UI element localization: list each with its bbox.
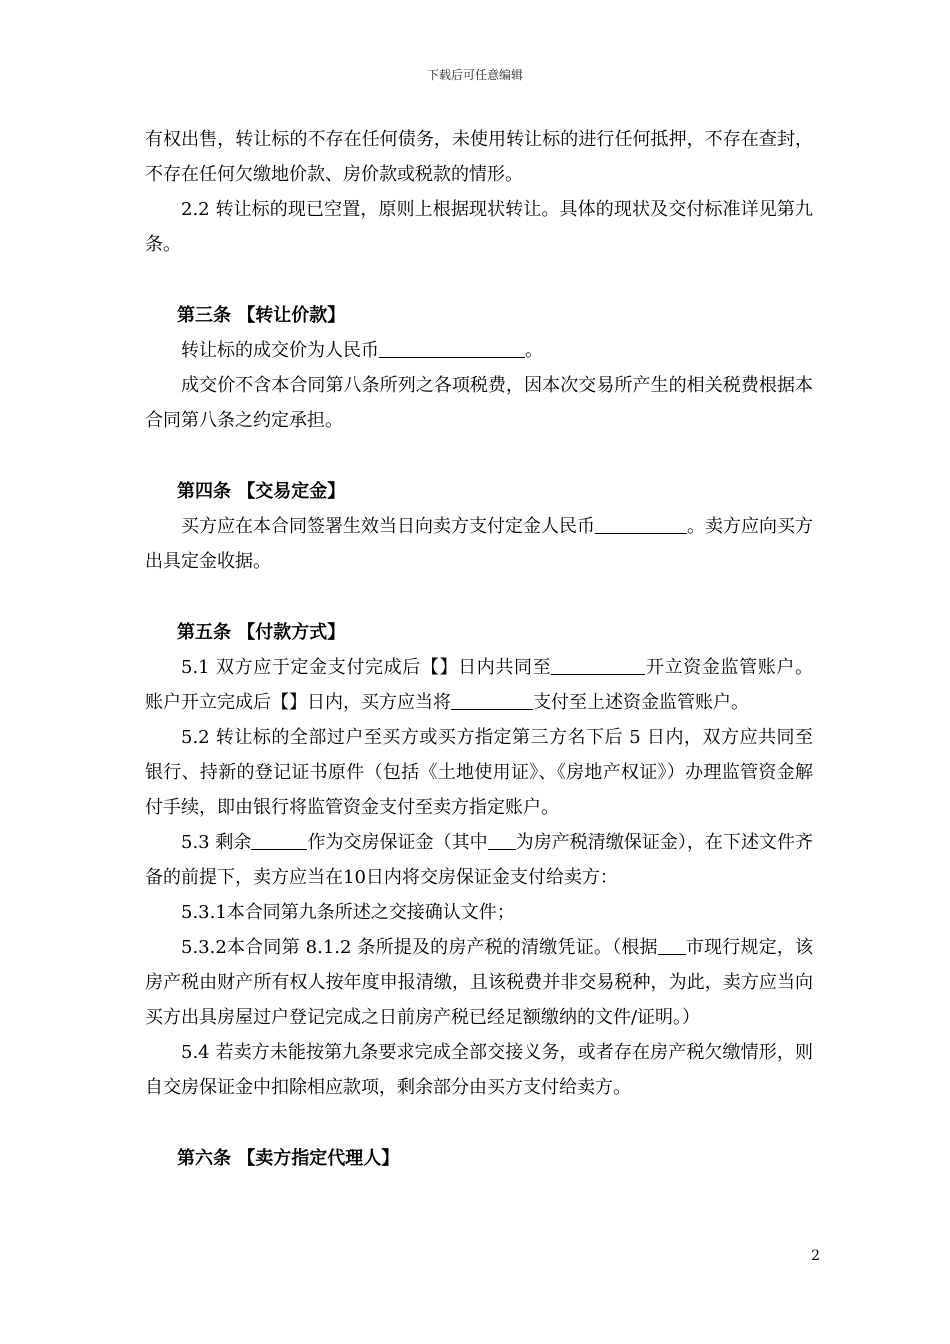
p53-blank-2 (488, 831, 516, 850)
p532-text-a: 5.3.2本合同第 8.1.2 条所提及的房产税的清缴凭证。（根据 (181, 937, 658, 958)
document-body (145, 122, 813, 1176)
paragraph-2-2: 2.2 转让标的现已空置，原则上根据现状转让。具体的现状及交付标准详见第九条。 (145, 199, 813, 255)
paragraph-5-2: 5.2 转让标的全部过户至买方或买方指定第三方名下后 5 日内，双方应共同至银行、持新的登记证书原件（包括《土地使用证》、《房地产权证》）办理监管资金解付手续，即由银行将监管资金支付至卖方指定账户。 (145, 727, 813, 818)
section-heading-4: 第四条 【交易定金】 (177, 481, 346, 502)
price-text: 转让标的成交价为人民币 (181, 340, 379, 361)
p532-text-b: 市现行规定，该房产税由财产所有权人按年度申报清缴，且该税费并非交易税种，为此，卖方应当向买方出具房屋过户登记完成之日前房产税已经足额缴纳的文件/证明。） (145, 937, 813, 1028)
price-blank (379, 339, 525, 358)
price-text-end: 。 (525, 340, 543, 361)
section-heading-3: 第三条 【转让价款】 (177, 305, 346, 326)
p51-blank-2 (451, 691, 533, 710)
p53-text-c: 为房产税清缴保证金），在下述文件齐备的前提下，卖方应当在10日内将交房保证金支付给卖方： (145, 832, 814, 888)
paragraph-5-3 (145, 825, 813, 895)
paragraph-5-1 (145, 650, 813, 720)
p532-blank (658, 936, 686, 955)
deposit-blank (595, 515, 687, 534)
paragraph-ownership: 有权出售，转让标的不存在任何债务，未使用转让标的进行任何抵押，不存在查封，不存在任何欠缴地价款、房价款或税款的情形。 (145, 129, 813, 185)
paragraph-deposit (145, 509, 813, 579)
p51-text-b: 开立资金监管账户。账户开立完成后【】日内，买方应当将 (145, 657, 813, 713)
deposit-text-end: 。卖方应向买方出具定金收据。 (145, 516, 813, 572)
p51-blank-1 (551, 656, 645, 675)
paragraph-taxes: 成交价不含本合同第八条所列之各项税费，因本次交易所产生的相关税费根据本合同第八条之约定承担。 (145, 375, 813, 431)
p53-blank-1 (251, 831, 307, 850)
section-heading-6: 第六条 【卖方指定代理人】 (177, 1148, 400, 1169)
p51-text-c: 支付至上述资金监管账户。 (533, 692, 749, 713)
paragraph-price (145, 333, 813, 368)
paragraph-5-3-1: 5.3.1本合同第九条所述之交接确认文件； (181, 902, 515, 923)
p51-text-a: 5.1 双方应于定金支付完成后【】日内共同至 (181, 657, 552, 678)
p53-text-a: 5.3 剩余 (181, 832, 252, 853)
paragraph-5-3-2 (145, 930, 813, 1035)
paragraph-5-4: 5.4 若卖方未能按第九条要求完成全部交接义务，或者存在房产税欠缴情形，则自交房保证金中扣除相应款项，剩余部分由买方支付给卖方。 (145, 1042, 813, 1098)
page-header: 下载后可任意编辑 (426, 68, 523, 82)
p53-text-b: 作为交房保证金（其中 (307, 832, 488, 853)
page-number: 2 (811, 1248, 820, 1264)
deposit-text: 买方应在本合同签署生效当日向卖方支付定金人民币 (181, 516, 595, 537)
section-heading-5: 第五条 【付款方式】 (177, 622, 346, 643)
